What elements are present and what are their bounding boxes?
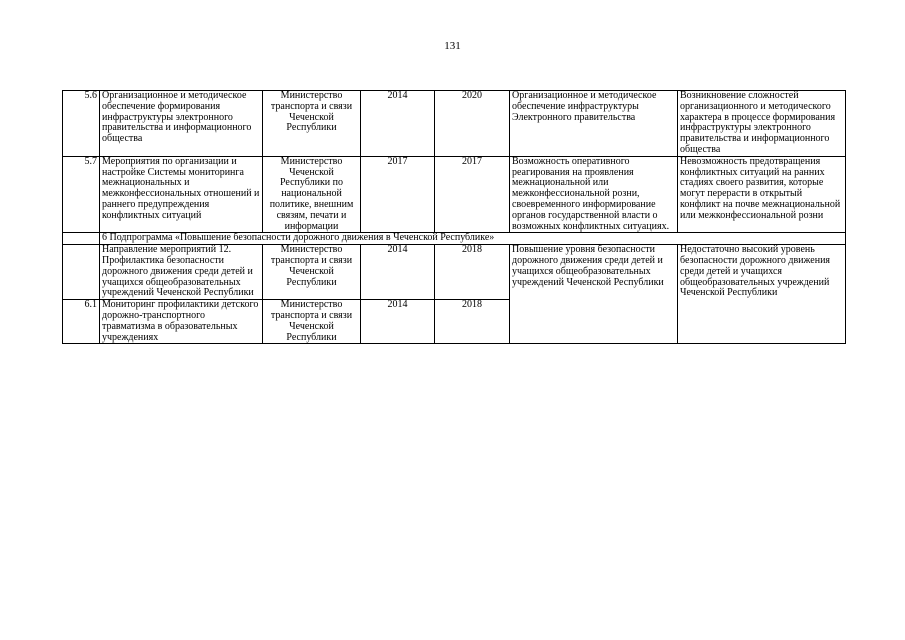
- page-number: 131: [444, 40, 461, 52]
- table-row: [63, 245, 846, 300]
- row-number: 6.1: [63, 300, 100, 344]
- risk-cell: Невозможность предотвращения конфликтных ситуаций на ранних стадиях своего развития, которые могут перерасти в открытый конфликт на почве межнациональной или межконфессиональной розни: [678, 156, 846, 233]
- activity-cell: Направление мероприятий 12. Профилактика безопасности дорожного движения среди детей и учащихся общеобразовательных учреждений Чеченской Республики: [100, 245, 263, 300]
- result-cell: Повышение уровня безопасности дорожного движения среди детей и учащихся общеобразовательных учреждений Чеченской Республики: [510, 245, 678, 344]
- risk-cell: Недостаточно высокий уровень безопасности дорожного движения среди детей и учащихся общеобразовательных учреждений Чеченской Республики: [678, 245, 846, 344]
- activities-table: [62, 90, 846, 344]
- row-number: 5.7: [63, 156, 100, 233]
- result-cell: Организационное и методическое обеспечение инфраструктуры Электронного правительства: [510, 91, 678, 157]
- activity-cell: Организационное и методическое обеспечение формирования инфраструктуры электронного правительства и информационного общества: [100, 91, 263, 157]
- end-year-cell: 2017: [435, 156, 510, 233]
- activity-cell: Мониторинг профилактики детского дорожно-транспортного травматизма в образовательных учреждениях: [100, 300, 263, 344]
- end-year-cell: 2018: [435, 245, 510, 300]
- row-number: 5.6: [63, 91, 100, 157]
- start-year-cell: 2014: [361, 91, 435, 157]
- start-year-cell: 2017: [361, 156, 435, 233]
- end-year-cell: 2018: [435, 300, 510, 344]
- result-cell: Возможность оперативного реагирования на проявления межнациональной или межконфессиональной розни, своевременного информирование органов государственной власти о возможных конфликтных ситуациях.: [510, 156, 678, 233]
- activity-cell: Мероприятия по организации и настройке Системы мониторинга межнациональных и межконфессиональных отношений и раннего предупреждения конфликтных ситуаций: [100, 156, 263, 233]
- executor-cell: Министерство транспорта и связи Чеченской Республики: [263, 91, 361, 157]
- risk-cell: Возникновение сложностей организационного и методического характера в процессе формирования инфраструктуры электронного правительства и информационного общества: [678, 91, 846, 157]
- executor-cell: Министерство транспорта и связи Чеченской Республики: [263, 245, 361, 300]
- subprogram-row: [63, 233, 846, 245]
- start-year-cell: 2014: [361, 245, 435, 300]
- subprogram-title: 6 Подпрограмма «Повышение безопасности дорожного движения в Чеченской Республике»: [100, 233, 846, 245]
- executor-cell: Министерство Чеченской Республики по национальной политике, внешним связям, печати и информации: [263, 156, 361, 233]
- row-number: [63, 233, 100, 245]
- table-row: [63, 91, 846, 157]
- table-row: [63, 156, 846, 233]
- end-year-cell: 2020: [435, 91, 510, 157]
- executor-cell: Министерство транспорта и связи Чеченской Республики: [263, 300, 361, 344]
- row-number: [63, 245, 100, 300]
- start-year-cell: 2014: [361, 300, 435, 344]
